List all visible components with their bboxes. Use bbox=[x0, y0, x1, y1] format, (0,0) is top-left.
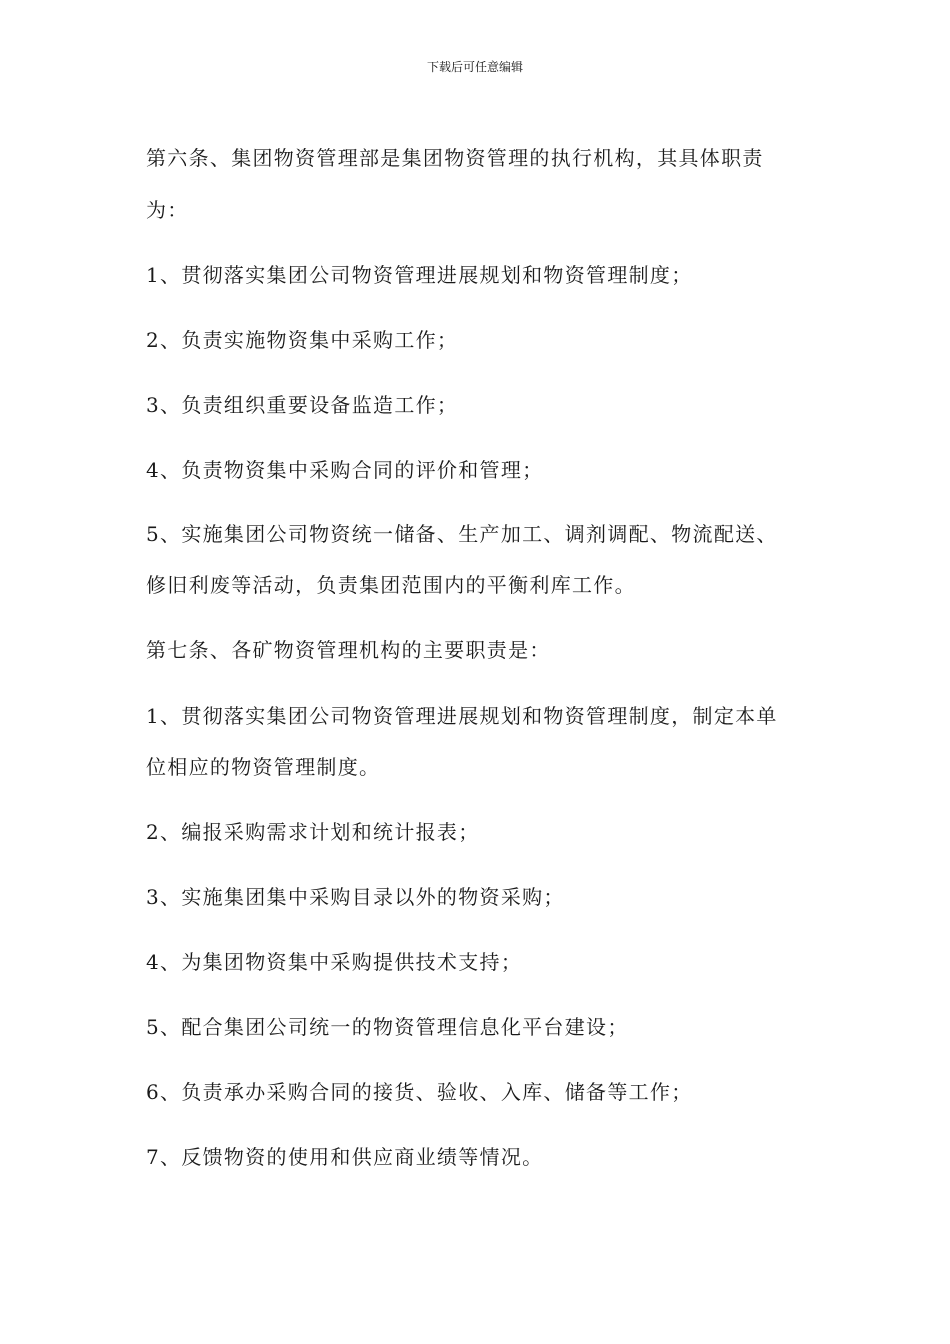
article-7-item-6: 6、负责承办采购合同的接货、验收、入库、储备等工作； bbox=[146, 1080, 693, 1104]
article-6-heading-line-1: 第六条、集团物资管理部是集团物资管理的执行机构，其具体职责 bbox=[146, 146, 764, 170]
article-7-item-5: 5、配合集团公司统一的物资管理信息化平台建设； bbox=[146, 1015, 629, 1039]
article-7-item-1-line-2: 位相应的物资管理制度。 bbox=[146, 755, 381, 779]
article-7-item-4: 4、为集团物资集中采购提供技术支持； bbox=[146, 950, 523, 974]
article-7-item-3: 3、实施集团集中采购目录以外的物资采购； bbox=[146, 885, 565, 909]
article-6-item-5-line-2: 修旧利废等活动，负责集团范围内的平衡利库工作。 bbox=[146, 573, 636, 597]
article-6-item-3: 3、负责组织重要设备监造工作； bbox=[146, 393, 459, 417]
page-header-note: 下载后可任意编辑 bbox=[426, 60, 523, 74]
article-7-heading: 第七条、各矿物资管理机构的主要职责是： bbox=[146, 638, 551, 662]
article-7-item-7: 7、反馈物资的使用和供应商业绩等情况。 bbox=[146, 1145, 544, 1169]
article-6-item-1: 1、贯彻落实集团公司物资管理进展规划和物资管理制度； bbox=[146, 263, 693, 287]
article-6-item-4: 4、负责物资集中采购合同的评价和管理； bbox=[146, 458, 544, 482]
article-6-item-5-line-1: 5、实施集团公司物资统一储备、生产加工、调剂调配、物流配送、 bbox=[146, 522, 778, 546]
article-6-item-2: 2、负责实施物资集中采购工作； bbox=[146, 328, 459, 352]
article-7-item-1-line-1: 1、贯彻落实集团公司物资管理进展规划和物资管理制度，制定本单 bbox=[146, 704, 778, 728]
article-7-item-2: 2、编报采购需求计划和统计报表； bbox=[146, 820, 480, 844]
article-6-heading-line-2: 为： bbox=[146, 198, 189, 222]
